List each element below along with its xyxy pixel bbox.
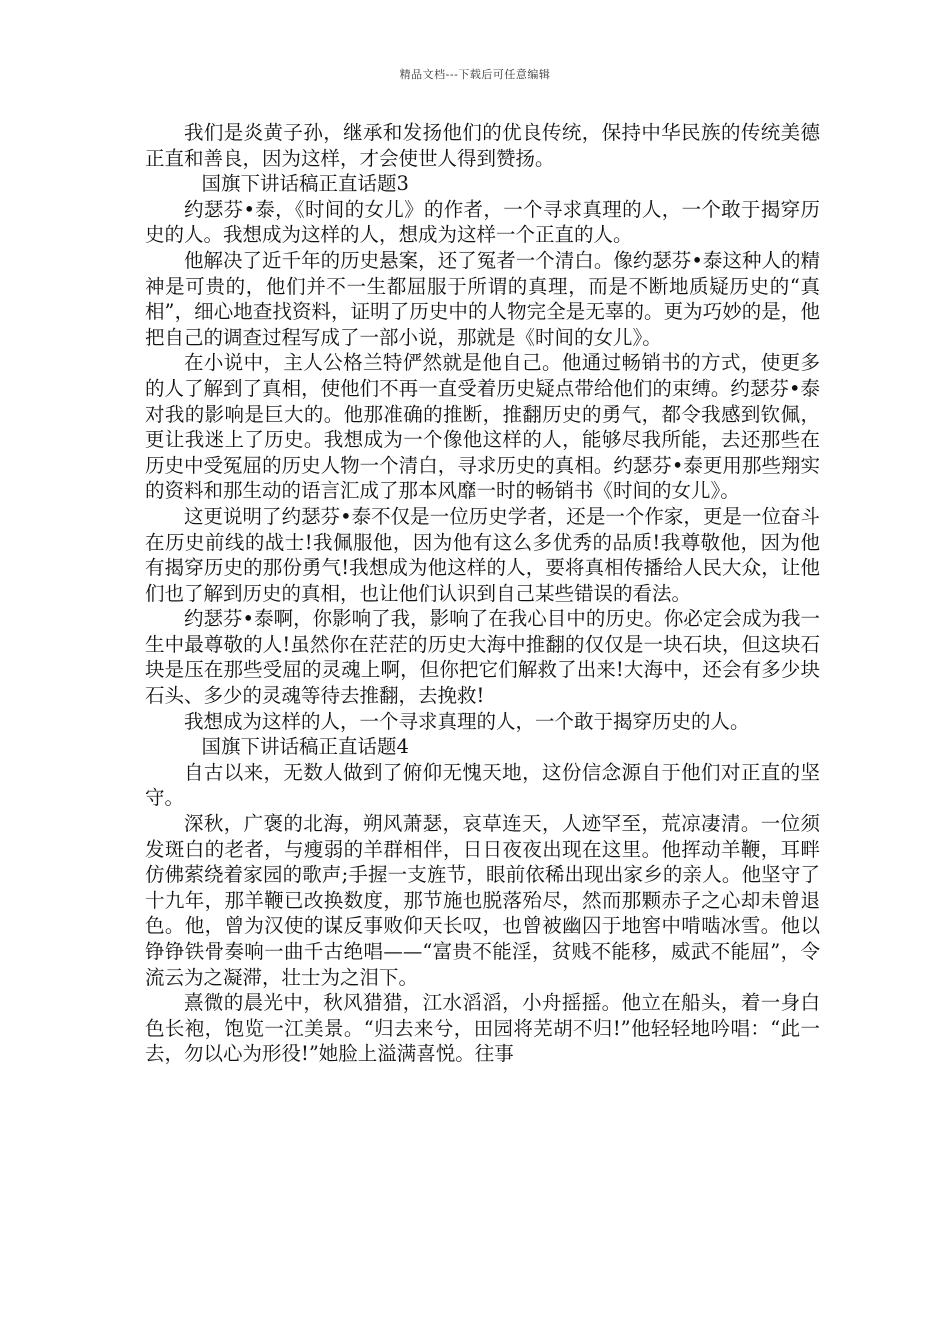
paragraph: 约瑟芬•泰啊，你影响了我，影响了在我心目中的历史。你必定会成为我一生中最尊敬的人!虽然你在茫茫的历史大海中推翻的仅仅是一块石块，但这块石块是压在那些受屈的灵魂上啊，但你把它们解救了出来!大海中，还会有多少块石头、多少的灵魂等待去推翻，去挽救! (145, 607, 820, 708)
page-header: 精品文档---下载后可任意编辑 (399, 68, 551, 81)
paragraph: 深秋，广褒的北海，朔风萧瑟，哀草连天，人迹罕至，荒凉凄清。一位须发斑白的老者，与瘦弱的羊群相伴，日日夜夜出现在这里。他挥动羊鞭，耳畔仿佛萦绕着家园的歌声;手握一支旌节，眼前依稀出现出家乡的亲人。他坚守了十九年，那羊鞭已改换数度，那节施也脱落殆尽，然而那颗赤子之心却未曾退色。他，曾为汉使的谋反事败仰天长叹，也曾被幽囚于地窖中啃啮冰雪。他以铮铮铁骨奏响一曲千古绝唱——“富贵不能淫，贫贱不能移，威武不能屈”，令流云为之凝滞，壮士为之泪下。 (145, 812, 820, 989)
paragraph: 在小说中，主人公格兰特俨然就是他自己。他通过畅销书的方式，使更多的人了解到了真相，使他们不再一直受着历史疑点带给他们的束缚。约瑟芬•泰对我的影响是巨大的。他那准确的推断，推翻历史的勇气，都令我感到钦佩，更让我迷上了历史。我想成为一个像他这样的人，能够尽我所能，去还那些在历史中受冤屈的历史人物一个清白，寻求历史的真相。约瑟芬•泰更用那些翔实的资料和那生动的语言汇成了那本风靡一时的畅销书《时间的女儿》。 (145, 351, 820, 503)
paragraph: 我想成为这样的人，一个寻求真理的人，一个敢于揭穿历史的人。 (184, 709, 750, 733)
paragraph: 约瑟芬•泰，《时间的女儿》的作者，一个寻求真理的人，一个敢于揭穿历史的人。我想成为这样的人，想成为这样一个正直的人。 (145, 197, 820, 247)
paragraph: 他解决了近千年的历史悬案，还了冤者一个清白。像约瑟芬•泰这种人的精神是可贵的，他们并不一生都屈服于所谓的真理，而是不断地质疑历史的“真相”，细心地查找资料，证明了历史中的人物完全是无辜的。更为巧妙的是，他把自己的调查过程写成了一部小说，那就是《时间的女儿》。 (145, 248, 820, 349)
document-body (145, 120, 820, 1067)
section-heading: 国旗下讲话稿正直话题3 (201, 172, 409, 196)
paragraph: 我们是炎黄子孙，继承和发扬他们的优良传统，保持中华民族的传统美德正直和善良，因为这样，才会使世人得到赞扬。 (145, 121, 820, 170)
paragraph: 自古以来，无数人做到了俯仰无愧天地，这份信念源自于他们对正直的坚守。 (145, 760, 820, 810)
paragraph: 熹微的晨光中，秋风猎猎，江水滔滔，小舟摇摇。他立在船头，着一身白色长袍，饱览一江美景。“归去来兮，田园将芜胡不归!”他轻轻地吟唱：“此一去，勿以心为形役!”她脸上溢满喜悦。往事 (145, 991, 820, 1066)
paragraph: 这更说明了约瑟芬•泰不仅是一位历史学者，还是一个作家，更是一位奋斗在历史前线的战士!我佩服他，因为他有这么多优秀的品质!我尊敬他，因为他有揭穿历史的那份勇气!我想成为他这样的人，要将真相传播给人民大众，让他们也了解到历史的真相，也让他们认识到自己某些错误的看法。 (145, 504, 820, 605)
section-heading: 国旗下讲话稿正直话题4 (201, 735, 409, 759)
